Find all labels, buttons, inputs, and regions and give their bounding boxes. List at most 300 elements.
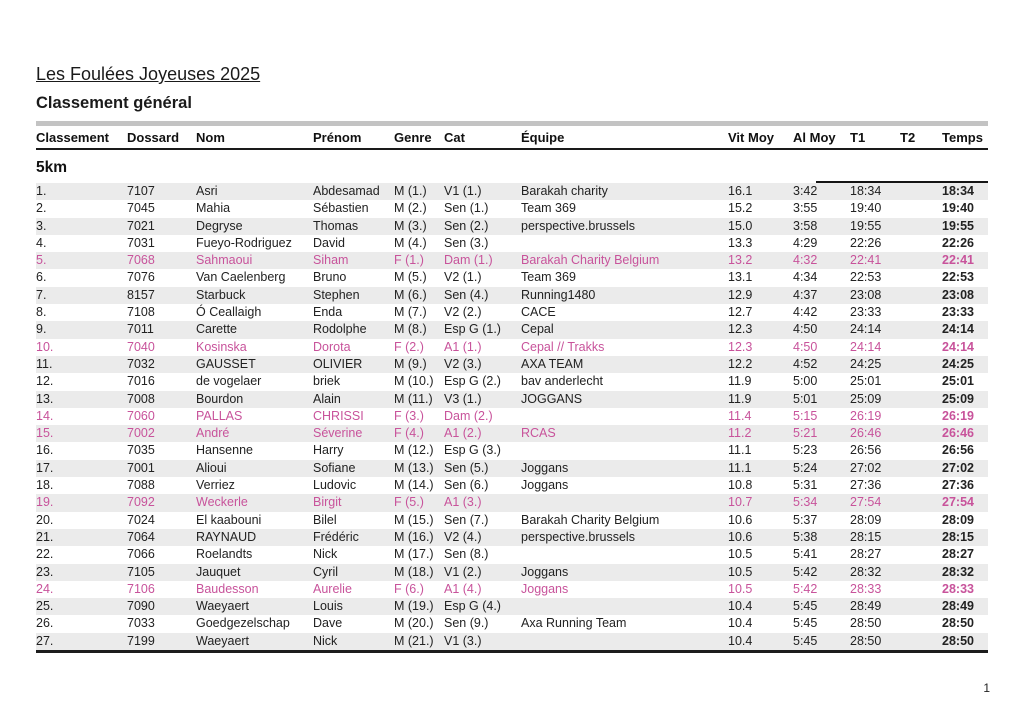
cell-temps: 28:33 (942, 581, 974, 596)
cell-nom: Hansenne (196, 443, 253, 458)
cell-al-moy: 5:24 (793, 460, 818, 475)
cell-dossard: 7092 (127, 495, 155, 510)
cell-nom: Waeyaert (196, 599, 250, 614)
cell-nom: Asri (196, 184, 218, 198)
col-header-t1: T1 (850, 130, 866, 145)
cell-t1: 28:50 (850, 633, 882, 648)
page-number: 1 (983, 681, 990, 695)
cell-prenom: Sofiane (313, 460, 356, 475)
cell-vit-moy: 10.5 (728, 547, 753, 562)
cell-genre: M (19.) (394, 599, 434, 614)
cell-cat: Sen (5.) (444, 460, 489, 475)
cell-genre: M (9.) (394, 356, 427, 371)
cell-cat: Dam (1.) (444, 253, 493, 268)
results-rows (36, 183, 988, 650)
cell-dossard: 7076 (127, 270, 155, 285)
cell-cat: V2 (3.) (444, 356, 482, 371)
cell-vit-moy: 11.2 (728, 426, 752, 441)
cell-dossard: 7068 (127, 253, 155, 268)
cell-equipe (521, 494, 728, 511)
cell-t2 (900, 425, 942, 442)
table-row (36, 218, 988, 235)
col-header-prenom: Prénom (313, 130, 362, 145)
cell-prenom: Alain (313, 391, 341, 406)
table-row (36, 391, 988, 408)
table-row (36, 442, 988, 459)
cell-dossard: 7001 (127, 460, 155, 475)
cell-al-moy: 5:01 (793, 391, 818, 406)
cell-vit-moy: 15.2 (728, 201, 753, 216)
cell-cat: Sen (6.) (444, 478, 489, 493)
table-row (36, 564, 988, 581)
cell-cat: Esp G (4.) (444, 599, 501, 614)
cell-prenom: Bruno (313, 270, 347, 285)
cell-nom: GAUSSET (196, 356, 256, 371)
table-row (36, 633, 988, 650)
table-row (36, 339, 988, 356)
cell-classement: 19. (36, 495, 54, 510)
cell-temps: 22:41 (942, 253, 974, 268)
cell-t1: 28:15 (850, 529, 882, 544)
cell-classement: 20. (36, 512, 54, 527)
cell-prenom: Thomas (313, 218, 359, 233)
cell-t2 (900, 494, 942, 511)
cell-t1: 28:09 (850, 512, 882, 527)
cell-equipe (521, 598, 728, 615)
cell-classement: 12. (36, 374, 54, 389)
cell-al-moy: 5:41 (793, 547, 818, 562)
cell-dossard: 7105 (127, 564, 155, 579)
cell-nom: Mahia (196, 201, 231, 216)
table-bottom-border (36, 650, 988, 653)
cell-classement: 26. (36, 616, 54, 631)
cell-cat: Esp G (2.) (444, 374, 501, 389)
cell-prenom: Bilel (313, 512, 337, 527)
col-header-cat: Cat (444, 130, 465, 145)
cell-vit-moy: 16.1 (728, 184, 753, 198)
cell-t1: 27:54 (850, 495, 882, 510)
cell-genre: F (6.) (394, 581, 424, 596)
cell-al-moy: 5:21 (793, 426, 818, 441)
cell-nom: Verriez (196, 478, 235, 493)
cell-nom: Bourdon (196, 391, 244, 406)
event-title: Les Foulées Joyeuses 2025 (36, 64, 261, 84)
cell-prenom: Frédéric (313, 529, 359, 544)
cell-temps: 28:50 (942, 633, 974, 648)
cell-temps: 18:34 (942, 184, 974, 198)
cell-genre: M (3.) (394, 218, 427, 233)
table-row (36, 460, 988, 477)
cell-prenom: Stephen (313, 287, 360, 302)
cell-cat: A1 (2.) (444, 426, 482, 441)
cell-al-moy: 4:42 (793, 305, 818, 320)
cell-t2 (900, 581, 942, 598)
cell-nom: Waeyaert (196, 633, 250, 648)
cell-dossard: 7031 (127, 235, 155, 250)
table-row (36, 321, 988, 338)
cell-dossard: 7066 (127, 547, 155, 562)
cell-equipe (521, 442, 728, 459)
table-row (36, 287, 988, 304)
cell-al-moy: 5:42 (793, 564, 818, 579)
cell-temps: 23:08 (942, 287, 974, 302)
table-row (36, 269, 988, 286)
cell-t1: 28:50 (850, 616, 882, 631)
cell-t1: 19:55 (850, 218, 882, 233)
cell-cat: V1 (2.) (444, 564, 482, 579)
cell-prenom: Dorota (313, 339, 351, 354)
cell-equipe: perspective.brussels (521, 218, 635, 233)
cell-dossard: 7033 (127, 616, 155, 631)
cell-t1: 22:26 (850, 235, 882, 250)
cell-equipe: Barakah charity (521, 184, 608, 198)
cell-prenom: David (313, 235, 345, 250)
cell-al-moy: 4:52 (793, 356, 818, 371)
cell-classement: 17. (36, 460, 54, 475)
cell-genre: M (15.) (394, 512, 434, 527)
cell-al-moy: 5:31 (793, 478, 818, 493)
cell-t2 (900, 546, 942, 563)
cell-nom: Degryse (196, 218, 243, 233)
cell-classement: 16. (36, 443, 54, 458)
cell-equipe: Cepal (521, 322, 554, 337)
col-header-genre: Genre (394, 130, 432, 145)
cell-al-moy: 4:29 (793, 235, 818, 250)
cell-nom: de vogelaer (196, 374, 262, 389)
cell-t1: 18:34 (850, 184, 882, 198)
cell-prenom: Enda (313, 305, 343, 320)
cell-equipe: bav anderlecht (521, 374, 604, 389)
cell-dossard: 7064 (127, 529, 155, 544)
cell-temps: 28:49 (942, 599, 974, 614)
cell-nom: PALLAS (196, 408, 243, 423)
cell-equipe: Barakah Charity Belgium (521, 253, 660, 268)
cell-al-moy: 3:58 (793, 218, 818, 233)
cell-vit-moy: 11.9 (728, 374, 752, 389)
cell-cat: Esp G (3.) (444, 443, 501, 458)
cell-classement: 7. (36, 287, 47, 302)
cell-dossard: 7106 (127, 581, 155, 596)
cell-t1: 28:27 (850, 547, 882, 562)
cell-t2 (900, 252, 942, 269)
col-header-classement: Classement (36, 130, 109, 145)
cell-classement: 23. (36, 564, 54, 579)
cell-prenom: Ludovic (313, 478, 357, 493)
cell-vit-moy: 13.2 (728, 253, 753, 268)
cell-vit-moy: 13.1 (728, 270, 753, 285)
cell-t1: 23:33 (850, 305, 882, 320)
cell-t1: 27:02 (850, 460, 882, 475)
cell-nom: Alioui (196, 460, 227, 475)
cell-prenom: Aurelie (313, 581, 352, 596)
cell-vit-moy: 12.3 (728, 322, 753, 337)
cell-prenom: Rodolphe (313, 322, 367, 337)
cell-dossard: 7008 (127, 391, 155, 406)
cell-nom: Baudesson (196, 581, 259, 596)
cell-classement: 18. (36, 478, 54, 493)
cell-prenom: Birgit (313, 495, 342, 510)
cell-t2 (900, 442, 942, 459)
cell-equipe: JOGGANS (521, 391, 583, 406)
cell-al-moy: 5:00 (793, 374, 818, 389)
cell-classement: 22. (36, 547, 54, 562)
cell-genre: M (18.) (394, 564, 434, 579)
cell-cat: Sen (9.) (444, 616, 489, 631)
col-header-t2: T2 (900, 130, 916, 145)
table-row (36, 529, 988, 546)
cell-dossard: 7199 (127, 633, 155, 648)
table-row (36, 356, 988, 373)
cell-prenom: Nick (313, 547, 338, 562)
cell-t2 (900, 321, 942, 338)
cell-temps: 28:32 (942, 564, 974, 579)
cell-t2 (900, 356, 942, 373)
cell-al-moy: 5:37 (793, 512, 818, 527)
cell-cat: V2 (2.) (444, 305, 482, 320)
cell-dossard: 7107 (127, 184, 155, 198)
cell-classement: 13. (36, 391, 54, 406)
cell-equipe: Running1480 (521, 287, 596, 302)
cell-nom: El kaabouni (196, 512, 262, 527)
cell-prenom: Sébastien (313, 201, 369, 216)
cell-al-moy: 5:45 (793, 599, 818, 614)
cell-prenom: CHRISSI (313, 408, 364, 423)
cell-dossard: 7016 (127, 374, 155, 389)
cell-t1: 27:36 (850, 478, 882, 493)
cell-al-moy: 5:42 (793, 581, 818, 596)
cell-t2 (900, 477, 942, 494)
col-header-temps: Temps (942, 130, 983, 145)
cell-nom: Van Caelenberg (196, 270, 286, 285)
cell-classement: 5. (36, 253, 47, 268)
cell-al-moy: 5:23 (793, 443, 818, 458)
cell-t1: 22:53 (850, 270, 882, 285)
cell-equipe: Axa Running Team (521, 616, 627, 631)
cell-t1: 24:25 (850, 356, 882, 371)
cell-dossard: 7011 (127, 322, 154, 337)
cell-vit-moy: 10.6 (728, 512, 753, 527)
cell-temps: 27:02 (942, 460, 974, 475)
cell-vit-moy: 12.2 (728, 356, 753, 371)
cell-genre: M (10.) (394, 374, 434, 389)
cell-nom: Fueyo-Rodriguez (196, 235, 292, 250)
cell-t2 (900, 408, 942, 425)
cell-temps: 24:25 (942, 356, 974, 371)
table-row (36, 477, 988, 494)
cell-genre: M (13.) (394, 460, 434, 475)
cell-vit-moy: 11.1 (728, 443, 752, 458)
cell-nom: André (196, 426, 230, 441)
table-row (36, 494, 988, 511)
cell-cat: Dam (2.) (444, 408, 493, 423)
cell-classement: 3. (36, 218, 47, 233)
cell-equipe: Joggans (521, 581, 569, 596)
cell-genre: M (1.) (394, 184, 427, 198)
table-row (36, 200, 988, 217)
cell-t1: 26:19 (850, 408, 882, 423)
cell-genre: M (8.) (394, 322, 427, 337)
cell-al-moy: 3:55 (793, 201, 818, 216)
cell-equipe: Team 369 (521, 201, 576, 216)
cell-dossard: 7060 (127, 408, 155, 423)
page-content (36, 64, 988, 653)
cell-genre: M (14.) (394, 478, 434, 493)
cell-nom: Jauquet (196, 564, 241, 579)
cell-t2 (900, 512, 942, 529)
cell-t1: 24:14 (850, 322, 882, 337)
cell-temps: 26:56 (942, 443, 974, 458)
cell-prenom: Louis (313, 599, 343, 614)
cell-genre: M (11.) (394, 391, 433, 406)
cell-dossard: 7024 (127, 512, 155, 527)
cell-al-moy: 5:38 (793, 529, 818, 544)
cell-genre: M (6.) (394, 287, 427, 302)
cell-prenom: Séverine (313, 426, 363, 441)
cell-genre: F (5.) (394, 495, 424, 510)
cell-temps: 23:33 (942, 305, 974, 320)
col-header-vit-moy: Vit Moy (728, 130, 774, 145)
cell-cat: Sen (1.) (444, 201, 489, 216)
cell-genre: M (2.) (394, 201, 427, 216)
cell-equipe: Cepal // Trakks (521, 339, 605, 354)
cell-vit-moy: 10.8 (728, 478, 753, 493)
cell-t2 (900, 183, 942, 200)
cell-cat: Sen (3.) (444, 235, 489, 250)
cell-equipe: Joggans (521, 478, 569, 493)
cell-genre: M (16.) (394, 529, 434, 544)
cell-cat: Sen (2.) (444, 218, 489, 233)
cell-nom: Carette (196, 322, 237, 337)
cell-classement: 2. (36, 201, 47, 216)
table-row (36, 546, 988, 563)
cell-t2 (900, 564, 942, 581)
cell-prenom: briek (313, 374, 341, 389)
table-row (36, 408, 988, 425)
cell-t1: 28:49 (850, 599, 882, 614)
cell-equipe: Joggans (521, 564, 569, 579)
cell-temps: 22:53 (942, 270, 974, 285)
cell-t1: 26:46 (850, 426, 882, 441)
cell-dossard: 7021 (127, 218, 155, 233)
cell-equipe (521, 408, 728, 425)
table-row (36, 304, 988, 321)
cell-genre: M (21.) (394, 633, 434, 648)
cell-classement: 11. (36, 356, 53, 371)
cell-t2 (900, 304, 942, 321)
cell-temps: 25:09 (942, 391, 974, 406)
cell-temps: 28:27 (942, 547, 974, 562)
cell-nom: Roelandts (196, 547, 253, 562)
cell-t2 (900, 373, 942, 390)
cell-dossard: 7090 (127, 599, 155, 614)
cell-genre: M (20.) (394, 616, 434, 631)
cell-cat: V3 (1.) (444, 391, 482, 406)
cell-vit-moy: 10.4 (728, 599, 753, 614)
cell-equipe (521, 633, 728, 650)
cell-genre: F (1.) (394, 253, 424, 268)
col-header-nom: Nom (196, 130, 225, 145)
cell-vit-moy: 15.0 (728, 218, 753, 233)
cell-al-moy: 5:45 (793, 633, 818, 648)
cell-nom: Sahmaoui (196, 253, 253, 268)
cell-vit-moy: 10.4 (728, 633, 753, 648)
cell-t2 (900, 287, 942, 304)
cell-equipe: CACE (521, 305, 556, 320)
cell-prenom: Siham (313, 253, 349, 268)
cell-al-moy: 5:34 (793, 495, 818, 510)
cell-classement: 15. (36, 426, 54, 441)
cell-temps: 28:15 (942, 529, 974, 544)
cell-equipe: perspective.brussels (521, 529, 635, 544)
cell-dossard: 7108 (127, 305, 155, 320)
cell-classement: 21. (36, 529, 54, 544)
table-row (36, 235, 988, 252)
cell-vit-moy: 11.1 (728, 460, 752, 475)
cell-vit-moy: 11.9 (728, 391, 752, 406)
cell-nom: Starbuck (196, 287, 246, 302)
cell-equipe: RCAS (521, 426, 556, 441)
table-row (36, 512, 988, 529)
cell-vit-moy: 13.3 (728, 235, 753, 250)
cell-temps: 28:09 (942, 512, 974, 527)
page-title: Classement général (36, 94, 192, 112)
cell-classement: 24. (36, 581, 54, 596)
cell-vit-moy: 10.5 (728, 581, 753, 596)
cell-vit-moy: 10.4 (728, 616, 753, 631)
cell-equipe: Barakah Charity Belgium (521, 512, 660, 527)
cell-equipe: Joggans (521, 460, 569, 475)
cell-vit-moy: 12.7 (728, 305, 753, 320)
cell-classement: 25. (36, 599, 54, 614)
cell-al-moy: 5:45 (793, 616, 818, 631)
cell-prenom: Dave (313, 616, 343, 631)
cell-cat: Sen (7.) (444, 512, 489, 527)
cell-t2 (900, 460, 942, 477)
cell-prenom: Harry (313, 443, 344, 458)
cell-classement: 14. (36, 408, 54, 423)
cell-nom: Weckerle (196, 495, 248, 510)
table-row (36, 183, 988, 200)
table-row (36, 373, 988, 390)
cell-classement: 8. (36, 305, 47, 320)
cell-equipe: Team 369 (521, 270, 576, 285)
cell-dossard: 7032 (127, 356, 155, 371)
cell-cat: V1 (1.) (444, 184, 482, 198)
cell-al-moy: 4:37 (793, 287, 818, 302)
cell-t1: 28:32 (850, 564, 882, 579)
col-header-equipe: Équipe (521, 130, 565, 145)
cell-cat: Esp G (1.) (444, 322, 501, 337)
cell-t2 (900, 235, 942, 252)
cell-cat: V2 (4.) (444, 529, 482, 544)
cell-t1: 22:41 (850, 253, 882, 268)
race-section-label: 5km (36, 159, 68, 176)
cell-vit-moy: 12.9 (728, 287, 753, 302)
cell-genre: M (4.) (394, 235, 427, 250)
cell-genre: F (2.) (394, 339, 424, 354)
cell-dossard: 7088 (127, 478, 155, 493)
cell-equipe (521, 235, 728, 252)
cell-classement: 1. (36, 184, 47, 198)
cell-classement: 6. (36, 270, 47, 285)
cell-genre: M (17.) (394, 547, 434, 562)
cell-t2 (900, 598, 942, 615)
cell-temps: 25:01 (942, 374, 974, 389)
cell-t2 (900, 633, 942, 650)
cell-cat: A1 (4.) (444, 581, 482, 596)
cell-al-moy: 4:32 (793, 253, 818, 268)
cell-temps: 27:36 (942, 478, 974, 493)
